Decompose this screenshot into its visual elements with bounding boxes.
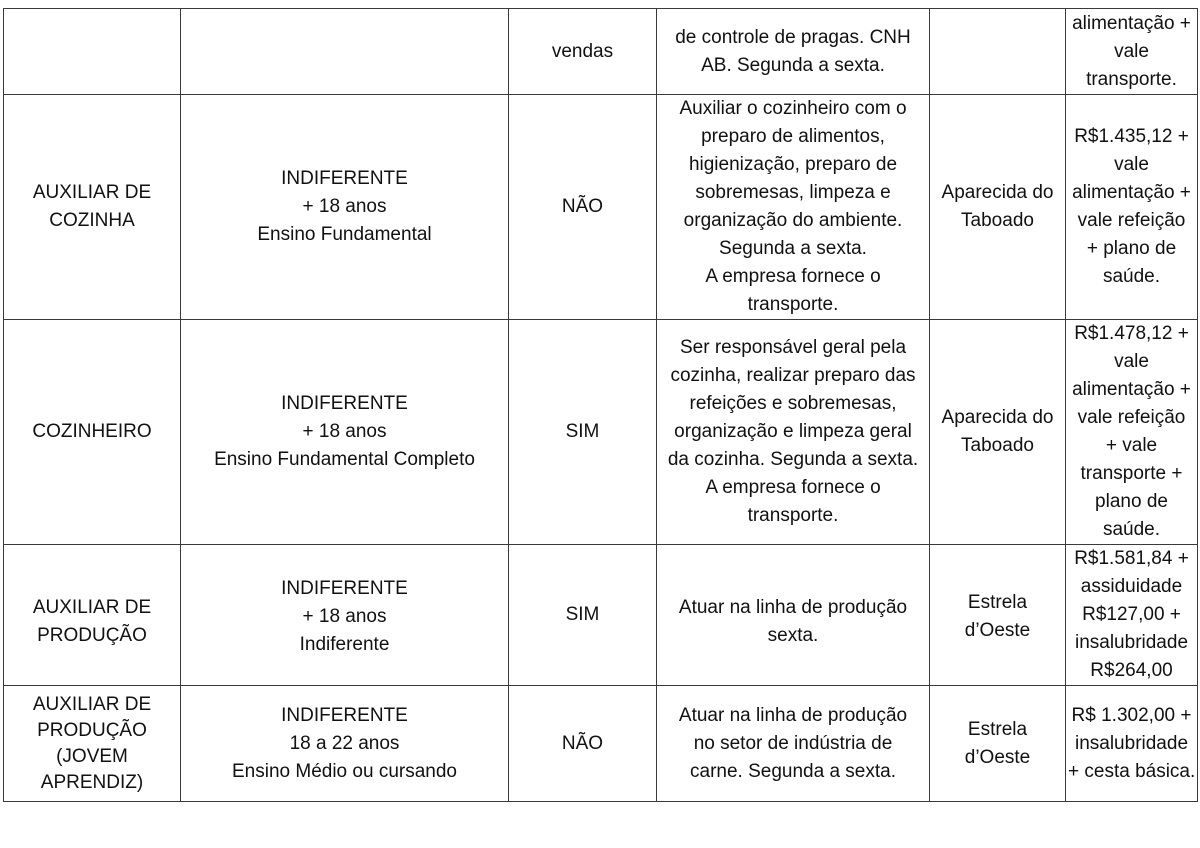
cargo-cell <box>4 9 181 95</box>
cnh-text: SIM <box>565 421 600 442</box>
cargo-cell <box>4 320 181 545</box>
text-line: AUXILIAR DE <box>32 693 152 715</box>
text-line: sobremesas, limpeza e <box>695 182 891 203</box>
text-line: + vale <box>1105 435 1158 456</box>
text-line: cozinha, realizar preparo das <box>670 365 916 386</box>
atividades-cell <box>657 320 930 545</box>
text-line: sexta. <box>767 625 819 646</box>
text-line: R$127,00 + <box>1082 604 1181 625</box>
cnh-cell <box>509 9 657 95</box>
cnh-cell <box>509 686 657 802</box>
text-line: AB. Segunda a sexta. <box>701 54 885 76</box>
text-line: d’Oeste <box>964 746 1031 768</box>
text-line: assiduidade <box>1080 576 1183 597</box>
text-line: Taboado <box>961 435 1034 456</box>
requisitos-cell <box>181 545 509 686</box>
requisitos-cell <box>181 320 509 545</box>
text-line: + 18 anos <box>302 421 387 442</box>
text-line: transporte. <box>1086 68 1177 90</box>
text-line: insalubridade <box>1074 732 1189 754</box>
cnh-text: vendas <box>551 40 614 62</box>
cargo-cell <box>4 545 181 686</box>
table-row <box>4 686 1198 802</box>
text-line: Ensino Fundamental Completo <box>214 449 475 470</box>
local-cell <box>930 9 1066 95</box>
text-line: AUXILIAR DE <box>32 182 152 203</box>
text-line: R$264,00 <box>1090 660 1173 681</box>
text-line: vale refeição <box>1077 407 1186 428</box>
text-line: Estrela <box>967 592 1028 613</box>
text-line: Ser responsável geral pela <box>679 337 907 358</box>
local-cell <box>930 320 1066 545</box>
text-line: INDIFERENTE <box>281 168 408 189</box>
text-line: Segunda a sexta. <box>719 238 867 259</box>
cargo-cell <box>4 686 181 802</box>
text-line: Aparecida do <box>941 182 1054 203</box>
table-row <box>4 545 1198 686</box>
text-line: + plano de <box>1086 238 1177 259</box>
text-line: Aparecida do <box>941 407 1054 428</box>
text-line: 18 a 22 anos <box>289 732 400 754</box>
atividades-cell <box>657 9 930 95</box>
salario-cell <box>1066 545 1198 686</box>
job-vacancies-table <box>3 8 1198 802</box>
salario-cell <box>1066 95 1198 320</box>
text-line: alimentação + <box>1072 182 1191 203</box>
atividades-cell <box>657 545 930 686</box>
text-line: transporte. <box>747 294 839 315</box>
text-line: Ensino Médio ou cursando <box>232 760 457 782</box>
text-line: higienização, preparo de <box>688 154 898 175</box>
text-line: vale <box>1114 351 1149 372</box>
cnh-cell <box>509 95 657 320</box>
text-line: AUXILIAR DE <box>32 597 152 618</box>
text-line: INDIFERENTE <box>281 393 408 414</box>
text-line: R$1.478,12 + <box>1074 323 1189 344</box>
table-row <box>4 9 1198 95</box>
text-line: APRENDIZ) <box>40 771 144 793</box>
text-line: preparo de alimentos, <box>701 126 885 147</box>
text-line: alimentação + <box>1072 379 1191 400</box>
text-line: PRODUÇÃO <box>37 719 147 741</box>
text-line: plano de <box>1095 491 1168 512</box>
atividades-cell <box>657 95 930 320</box>
text-line: organização do ambiente. <box>683 210 903 231</box>
cnh-cell <box>509 545 657 686</box>
text-line: vale refeição <box>1077 210 1186 231</box>
requisitos-cell <box>181 686 509 802</box>
text-line: vale <box>1114 154 1149 175</box>
text-line: Auxiliar o cozinheiro com o <box>679 98 907 119</box>
text-line: organização e limpeza geral <box>674 421 912 442</box>
cnh-text: NÃO <box>561 732 604 754</box>
text-line: no setor de indústria de <box>693 732 893 754</box>
text-line: + 18 anos <box>302 606 387 627</box>
text-line: Indiferente <box>299 634 390 655</box>
text-line: vale <box>1114 40 1149 62</box>
requisitos-cell <box>181 95 509 320</box>
text-line: R$ 1.302,00 + <box>1071 704 1192 726</box>
cnh-text: SIM <box>565 604 600 625</box>
local-cell <box>930 686 1066 802</box>
text-line: COZINHEIRO <box>32 421 152 442</box>
text-line: alimentação + <box>1072 12 1191 34</box>
text-line: R$1.435,12 + <box>1074 126 1189 147</box>
text-line: COZINHA <box>49 210 135 231</box>
text-line: carne. Segunda a sexta. <box>690 760 896 782</box>
text-line: PRODUÇÃO <box>37 625 147 646</box>
text-line: (JOVEM <box>56 745 128 767</box>
salario-cell <box>1066 9 1198 95</box>
cnh-text: NÃO <box>561 196 604 217</box>
requisitos-cell <box>181 9 509 95</box>
text-line: de controle de pragas. CNH <box>675 26 911 48</box>
text-line: refeições e sobremesas, <box>689 393 897 414</box>
text-line: transporte + <box>1080 463 1183 484</box>
cargo-cell <box>4 95 181 320</box>
atividades-cell <box>657 686 930 802</box>
table-row <box>4 95 1198 320</box>
salario-cell <box>1066 686 1198 802</box>
text-line: INDIFERENTE <box>281 704 408 726</box>
local-cell <box>930 545 1066 686</box>
text-line: saúde. <box>1102 519 1161 540</box>
text-line: Atuar na linha de produção <box>678 704 908 726</box>
text-line: A empresa fornece o <box>705 266 881 287</box>
text-line: + cesta básica. <box>1068 760 1196 782</box>
salario-cell <box>1066 320 1198 545</box>
local-cell <box>930 95 1066 320</box>
text-line: + 18 anos <box>302 196 387 217</box>
text-line: R$1.581,84 + <box>1074 548 1189 569</box>
text-line: d’Oeste <box>964 620 1031 641</box>
text-line: A empresa fornece o <box>705 477 881 498</box>
text-line: INDIFERENTE <box>281 578 408 599</box>
text-line: Atuar na linha de produção <box>678 597 908 618</box>
text-line: Estrela <box>967 718 1028 740</box>
table-row <box>4 320 1198 545</box>
text-line: saúde. <box>1102 266 1161 287</box>
text-line: Ensino Fundamental <box>257 224 432 245</box>
cnh-cell <box>509 320 657 545</box>
text-line: transporte. <box>747 505 839 526</box>
text-line: da cozinha. Segunda a sexta. <box>667 449 919 470</box>
text-line: Taboado <box>961 210 1034 231</box>
text-line: insalubridade <box>1074 632 1189 653</box>
